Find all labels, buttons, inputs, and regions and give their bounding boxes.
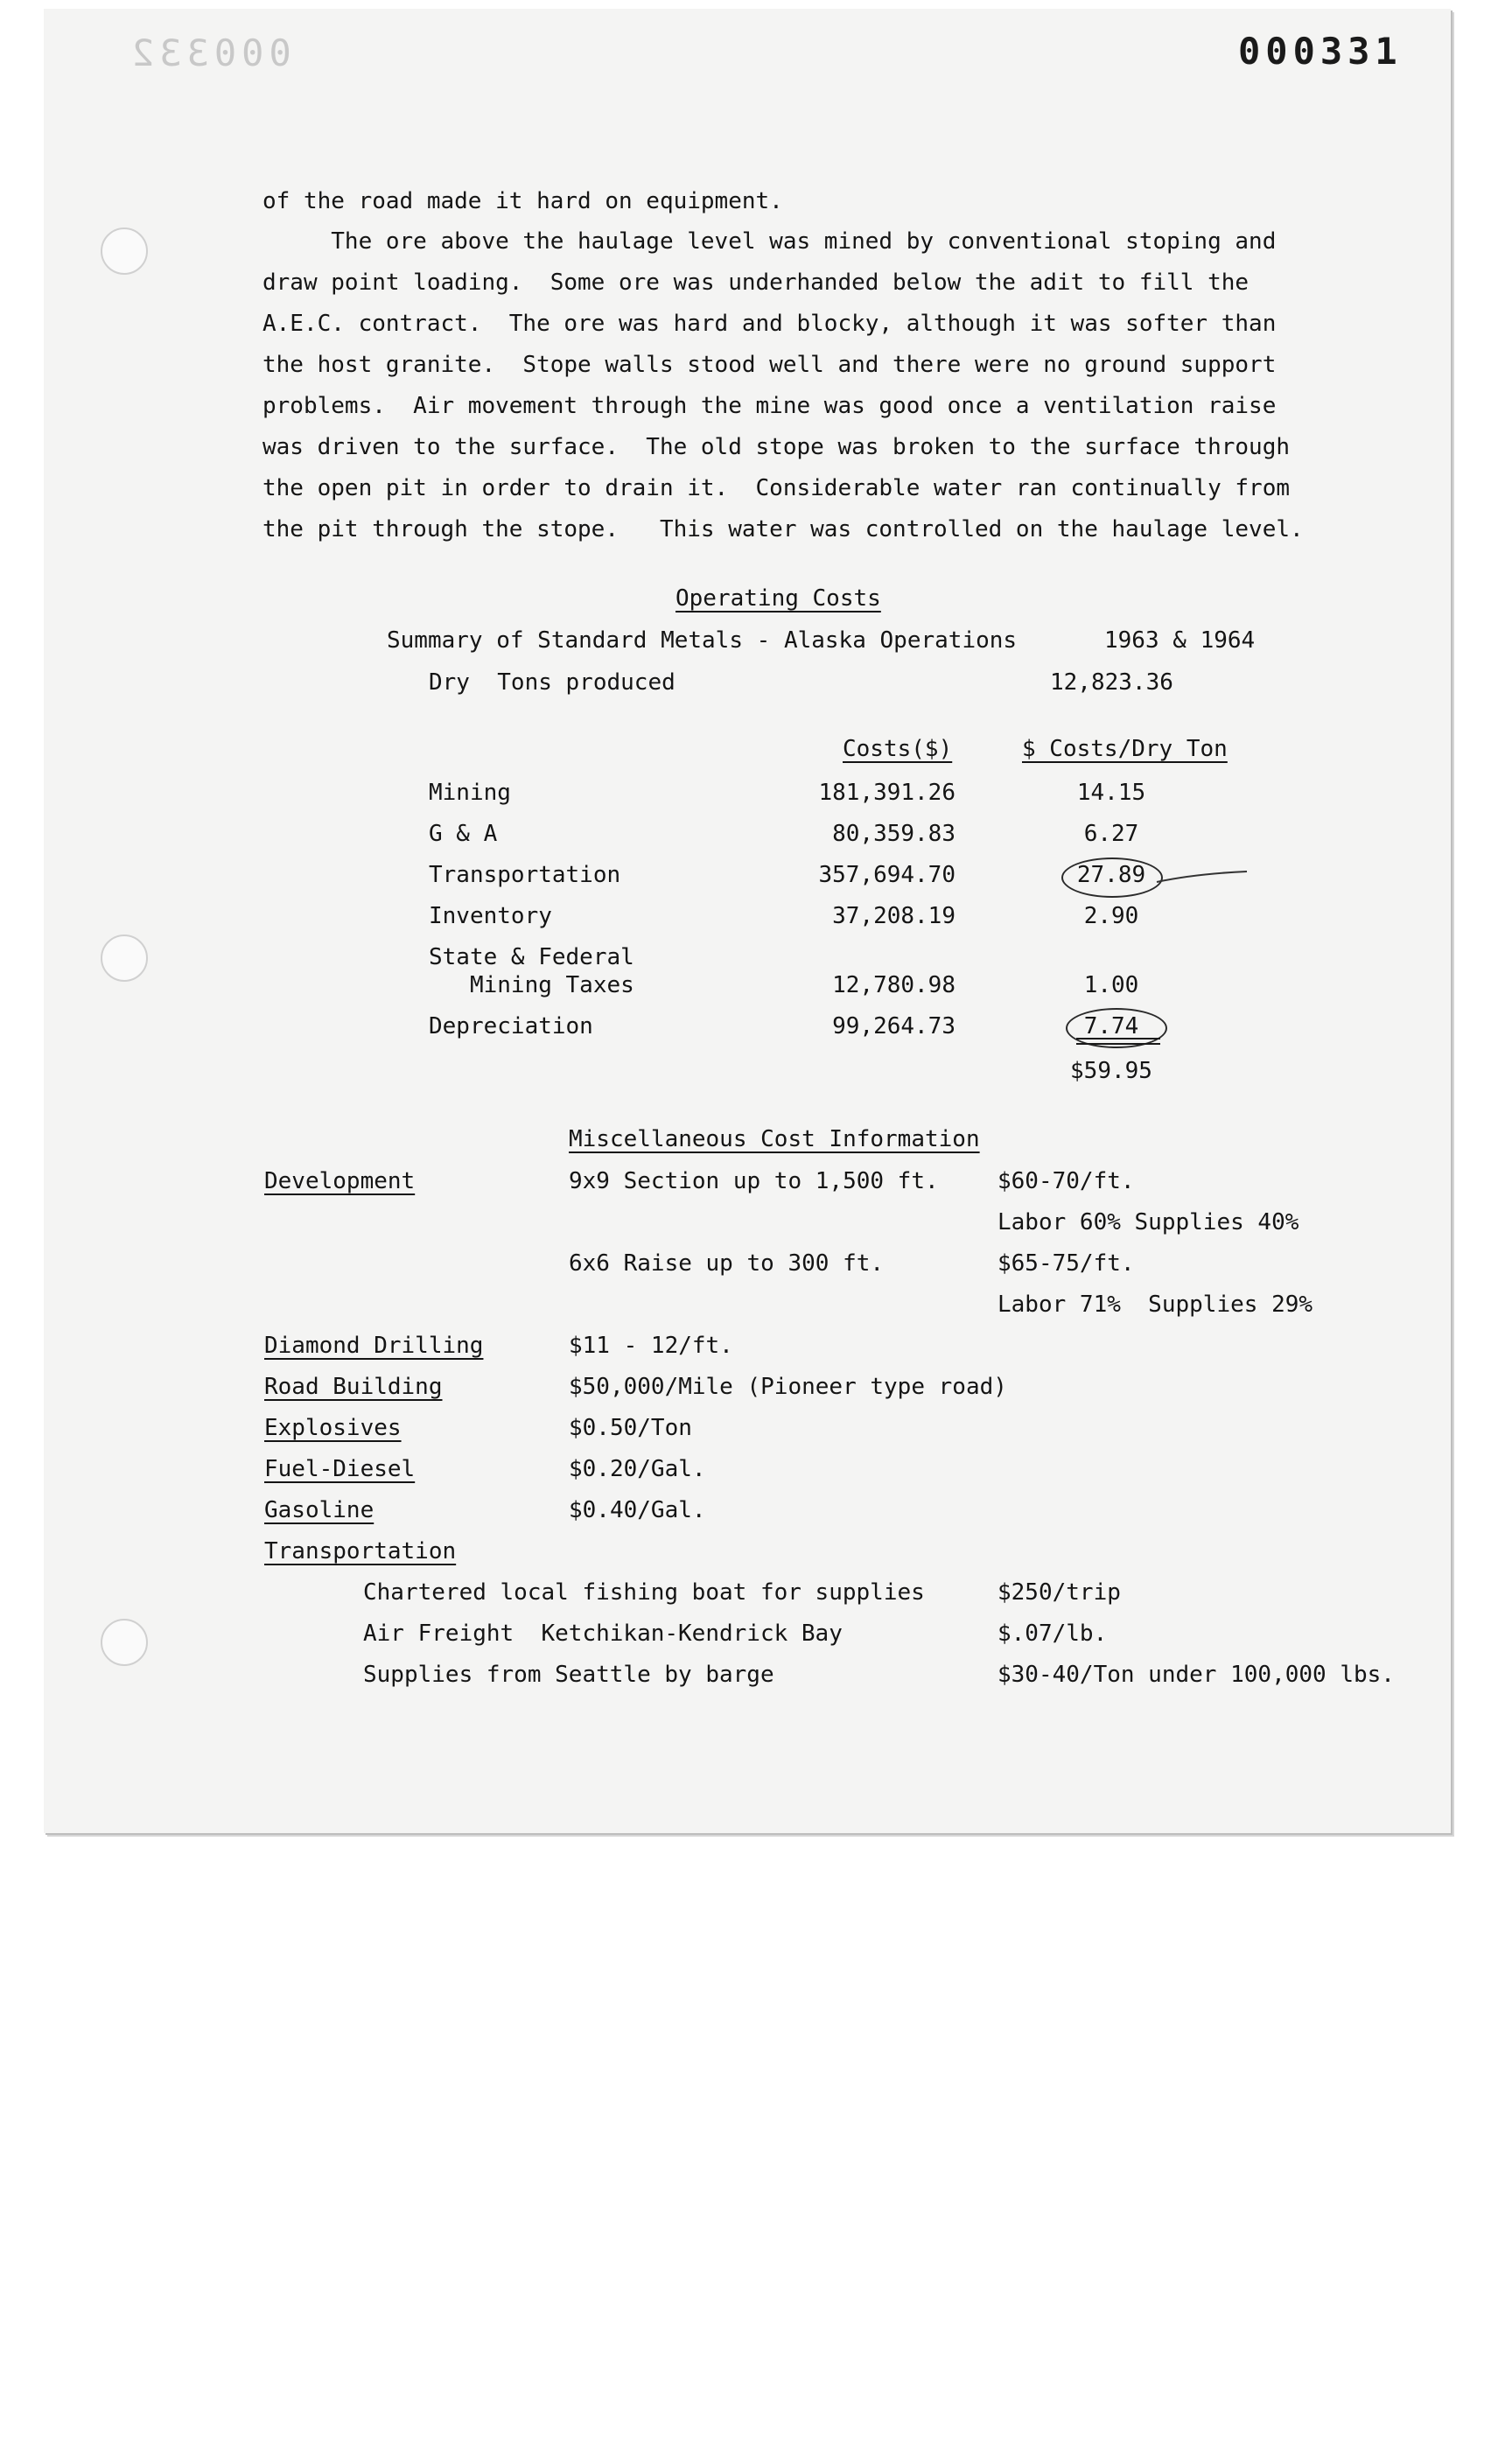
paragraph-line: the pit through the stope. This water was controlled on the haulage level. — [262, 516, 1304, 542]
row-cost: 99,264.73 — [832, 1013, 956, 1040]
row-label-continued: Mining Taxes — [429, 972, 634, 998]
paragraph-line: problems. Air movement through the mine was good once a ventilation raise — [262, 393, 1277, 419]
misc-item-label: Fuel-Diesel — [264, 1456, 416, 1482]
paragraph-line: was driven to the surface. The old stope was broken to the surface through — [262, 434, 1290, 460]
misc-item-value: $0.50/Ton — [569, 1415, 692, 1441]
row-label: State & Federal — [429, 944, 634, 970]
row-per-ton: 7.74 — [1083, 1013, 1139, 1040]
transport-cost: $30-40/Ton under 100,000 lbs. — [998, 1662, 1395, 1688]
handwritten-stroke — [1155, 866, 1251, 892]
dev-item: 6x6 Raise up to 300 ft. — [569, 1250, 885, 1277]
misc-item-label: Gasoline — [264, 1497, 374, 1523]
transport-item: Supplies from Seattle by barge — [363, 1662, 774, 1688]
punch-hole-middle — [101, 934, 148, 982]
dry-tons-label: Dry Tons produced — [429, 669, 676, 696]
paragraph-line: draw point loading. Some ore was underhanded below the adit to fill the — [262, 270, 1250, 296]
dev-cost: $65-75/ft. — [998, 1250, 1135, 1277]
double-underline-mark — [1074, 1036, 1162, 1048]
per-ton-column-header: $ Costs/Dry Ton — [1022, 736, 1228, 762]
misc-item-value: $50,000/Mile (Pioneer type road) — [569, 1374, 1007, 1400]
row-cost: 181,391.26 — [818, 780, 956, 806]
dev-split: Labor 60% Supplies 40% — [998, 1209, 1299, 1236]
row-label: Depreciation — [429, 1013, 593, 1040]
misc-item-label: Road Building — [264, 1374, 443, 1400]
paragraph-line: the host granite. Stope walls stood well and there were no ground support — [262, 352, 1277, 378]
dev-cost: $60-70/ft. — [998, 1168, 1135, 1194]
row-label: Transportation — [429, 862, 621, 888]
misc-item-value: $11 - 12/ft. — [569, 1333, 733, 1359]
row-per-ton: 27.89 — [1076, 862, 1146, 888]
costs-column-header: Costs($) — [843, 736, 953, 762]
row-cost: 357,694.70 — [818, 862, 956, 888]
handwritten-circle-transportation — [1061, 858, 1163, 898]
transport-item: Chartered local fishing boat for supplies — [363, 1579, 925, 1606]
misc-heading: Miscellaneous Cost Information — [569, 1126, 980, 1152]
punch-hole-top — [101, 228, 148, 275]
transport-cost: $.07/lb. — [998, 1620, 1108, 1647]
row-per-ton: 2.90 — [1083, 903, 1139, 929]
row-label: Inventory — [429, 903, 552, 929]
body-line-continued: of the road made it hard on equipment. — [262, 188, 783, 214]
row-per-ton: 14.15 — [1076, 780, 1146, 806]
row-label: G & A — [429, 821, 498, 847]
transport-cost: $250/trip — [998, 1579, 1121, 1606]
summary-years: 1963 & 1964 — [1104, 627, 1256, 654]
paragraph-line: The ore above the haulage level was mined by conventional stoping and — [262, 228, 1277, 255]
row-label: Mining — [429, 780, 511, 806]
development-label: Development — [264, 1168, 416, 1194]
row-cost: 37,208.19 — [832, 903, 956, 929]
misc-item-label: Explosives — [264, 1415, 402, 1441]
punch-hole-bottom — [101, 1619, 148, 1666]
transportation-label: Transportation — [264, 1538, 457, 1564]
page-number: 000331 — [1238, 30, 1403, 73]
row-per-ton: 6.27 — [1083, 821, 1139, 847]
operating-costs-heading: Operating Costs — [676, 585, 881, 612]
row-per-ton: 1.00 — [1083, 972, 1139, 998]
transport-item: Air Freight Ketchikan-Kendrick Bay — [363, 1620, 843, 1647]
total-per-ton: $59.95 — [1070, 1058, 1152, 1084]
row-cost: 12,780.98 — [832, 972, 956, 998]
paragraph-line: the open pit in order to drain it. Considerable water ran continually from — [262, 475, 1290, 501]
dev-split: Labor 71% Supplies 29% — [998, 1292, 1313, 1318]
misc-item-label: Diamond Drilling — [264, 1333, 484, 1359]
summary-label: Summary of Standard Metals - Alaska Operations — [387, 627, 1018, 654]
row-cost: 80,359.83 — [832, 821, 956, 847]
dry-tons-value: 12,823.36 — [1050, 669, 1173, 696]
paragraph-line: A.E.C. contract. The ore was hard and blocky, although it was softer than — [262, 311, 1277, 337]
ghost-page-number: 000332 — [127, 32, 291, 74]
dev-item: 9x9 Section up to 1,500 ft. — [569, 1168, 939, 1194]
misc-item-value: $0.40/Gal. — [569, 1497, 706, 1523]
misc-item-value: $0.20/Gal. — [569, 1456, 706, 1482]
